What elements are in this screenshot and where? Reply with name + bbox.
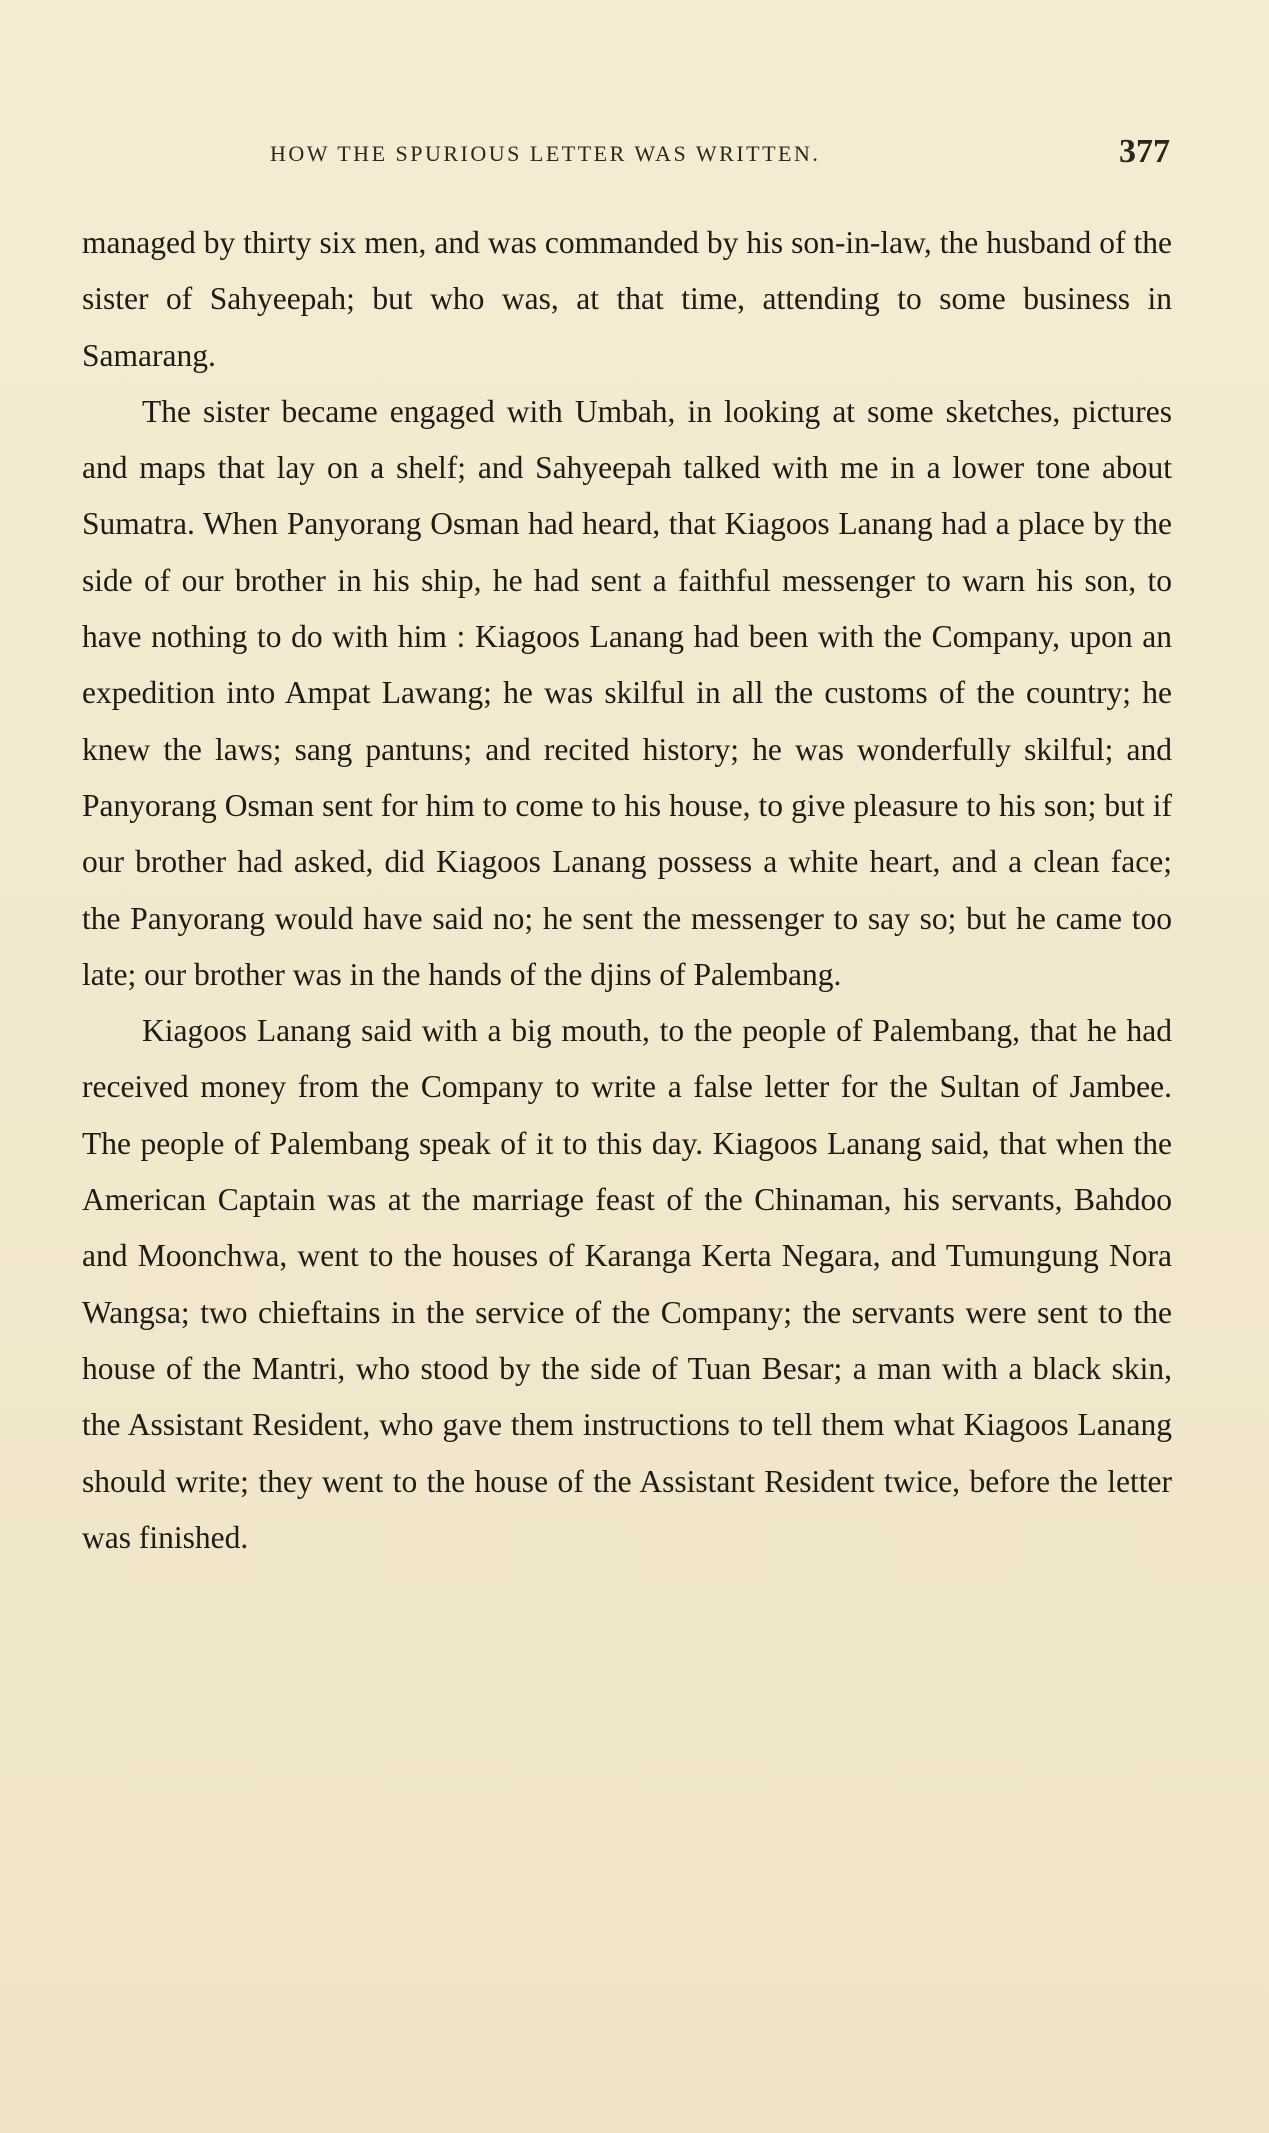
paragraph: Kiagoos Lanang said with a big mouth, to the people of Palembang, that he had received money from the Company to write a false letter for the Sultan of Jambee. The people of Palembang speak of it to this day. Kiagoos Lanang said, that when the American Captain was at the marriage feast of the Chinaman, his servants, Bahdoo and Moonchwa, went to the houses of Karanga Kerta Negara, and Tumungung Nora Wangsa; two chieftains in the service of the Company; the servants were sent to the house of the Mantri, who stood by the side of Tuan Besar; a man with a black skin, the Assistant Resident, who gave them instructions to tell them what Kiagoos Lanang should write; they went to the house of the Assistant Resident twice, before the letter was finished. (82, 1013, 1172, 1555)
paragraph: The sister became engaged with Umbah, in looking at some sketches, pictures and maps that lay on a shelf; and Sahyeepah talked with me in a lower tone about Sumatra. When Panyorang Osman had heard, that Kiagoos Lanang had a place by the side of our brother in his ship, he had sent a faithful messenger to warn his son, to have nothing to do with him : Kiagoos Lanang had been with the Company, upon an expedition into Ampat Lawang; he was skilful in all the customs of the country; he knew the laws; sang pantuns; and recited history; he was wonderfully skilful; and Panyorang Osman sent for him to come to his house, to give pleasure to his son; but if our brother had asked, did Kiagoos Lanang possess a white heart, and a clean face; the Panyorang would have said no; he sent the messenger to say so; but he came too late; our brother was in the hands of the djins of Palembang. (82, 393, 1172, 992)
page-number: 377 (1119, 133, 1170, 170)
paragraph-continued: managed by thirty six men, and was commanded by his son-in-law, the husband of the sister of Sahyeepah; but who was, at that time, attending to some business in Samarang. (82, 225, 1172, 373)
body-text (82, 215, 1172, 1566)
running-head (270, 133, 1170, 173)
running-title: HOW THE SPURIOUS LETTER WAS WRITTEN. (270, 141, 821, 166)
